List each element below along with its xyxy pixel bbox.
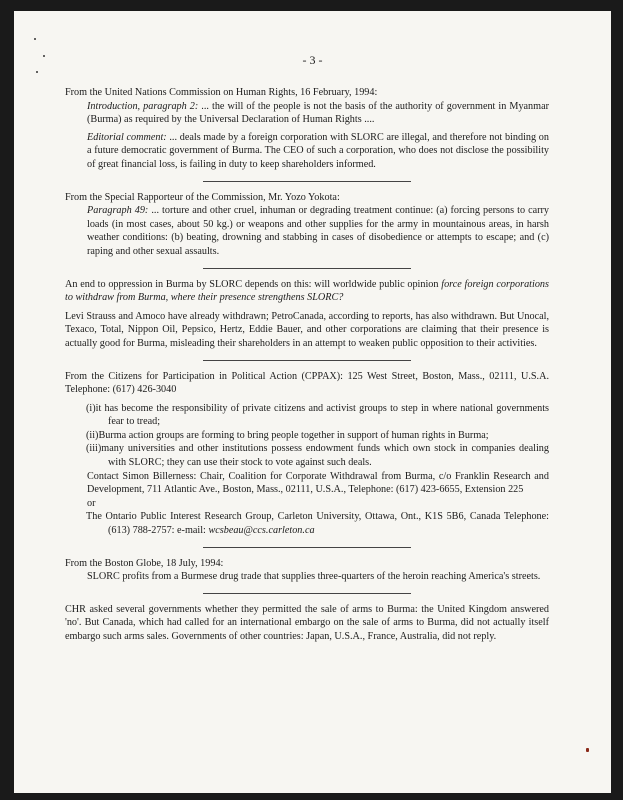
unhcr-heading: From the United Nations Commission on Human Rights, 16 February, 1994:: [65, 87, 378, 98]
speck-mark: [36, 71, 38, 73]
cppax-or: or: [87, 497, 96, 509]
speck-mark: [34, 38, 36, 40]
editorial-label: Editorial comment:: [87, 131, 167, 143]
cppax-item-2: (ii)Burma action groups are forming to bring people together in support of human rights in Burma;: [86, 429, 489, 441]
oppression-text: An end to oppression in Burma by SLORC depends on this: will worldwide public opinion: [65, 278, 442, 290]
globe-heading: From the Boston Globe, 18 July, 1994:: [65, 557, 224, 569]
document-body: [65, 86, 549, 644]
cppax-ontario: [65, 510, 549, 537]
cppax-item-1: (i)it has become the responsibility of private citizens and activist groups to step in where national governments fear to tread;: [86, 402, 549, 428]
chr-paragraph: CHR asked several governments whether they permitted the sale of arms to Burma: the United Kingdom answered 'no'. But Canada, which had called for an international embargo on the sale of arms to Burma, did not actually itself embargo such arms sales. Governments of other countries: Japan, U.S.A., France, Australia, did not reply.: [65, 603, 549, 642]
oppression-italic: force foreign corporations to withdraw from Burma, where their presence strengthens SLORC?: [65, 278, 549, 304]
cppax-item-3: (iii)many universities and other institutions possess endowment funds which own stock in companies dealing with SLORC; they can use their stock to vote against such deals.: [86, 443, 549, 469]
rapporteur-paragraph: [65, 204, 549, 258]
ontario-email[interactable]: wcsbeau@ccs.carleton.ca: [208, 525, 315, 537]
cppax-contact: Contact Simon Billerness: Chair, Coalition for Corporate Withdrawal from Burma, c/o Franklin Research and Development, 711 Atlantic Ave., Boston, Mass., 02111, U.S.A., Telephone: (617) 423-6655, Extension 225: [87, 470, 549, 496]
para-text: ... torture and other cruel, inhuman or degrading treatment continue: (a) forcing persons to carry loads (in most cases, about 50 kg.) or weapons and other supplies for the army in mountainous areas, in harsh weather conditions: (b) beating, drowning and stabbing in cases of disobedience or attempts to escape; and (c) raping and other sexual assaults.: [87, 205, 549, 257]
unhcr-introduction: [65, 100, 549, 127]
cppax-heading: From the Citizens for Participation in Political Action (CPPAX): 125 West Street, Boston, Mass., 02111, U.S.A. Telephone: (617) 426-3040: [65, 370, 549, 396]
globe-text: SLORC profits from a Burmese drug trade that supplies three-quarters of the heroin reaching America's streets.: [87, 571, 541, 583]
speck-mark: [586, 748, 589, 752]
ontario-text: The Ontario Public Interest Research Group, Carleton University, Ottawa, Ont., K1S 5B6, Canada Telephone: (613) 788-2757: e-mail:: [86, 511, 549, 537]
oppression-corporations: Levi Strauss and Amoco have already withdrawn; PetroCanada, according to reports, has also withdrawn. But Unocal, Texaco, Total, Nippon Oil, Pepsico, Hertz, Eddie Bauer, and other corporations are claiming that their presence is actually good for Burma, misleading their shareholders in an attempt to weaken public opposition to their activities.: [65, 310, 549, 349]
para-label: Paragraph 49:: [87, 205, 149, 217]
oppression-question: [65, 278, 549, 305]
intro-label: Introduction, paragraph 2:: [87, 100, 199, 112]
intro-text: ... the will of the people is not the basis of the authority of government in Myanmar (Burma) as required by the Universal Declaration of Human Rights ....: [87, 100, 549, 126]
document-page: [14, 11, 611, 793]
editorial-text: ... deals made by a foreign corporation with SLORC are illegal, and therefore not binding on a future democratic government of Burma. The CEO of such a corporation, who does not disclose the possibility of great financial loss, is failing in duty to keep shareholders informed.: [87, 131, 549, 170]
rapporteur-heading: From the Special Rapporteur of the Commission, Mr. Yozo Yokota:: [65, 191, 340, 203]
page-number: - 3 -: [302, 53, 323, 67]
unhcr-editorial: [65, 131, 549, 172]
